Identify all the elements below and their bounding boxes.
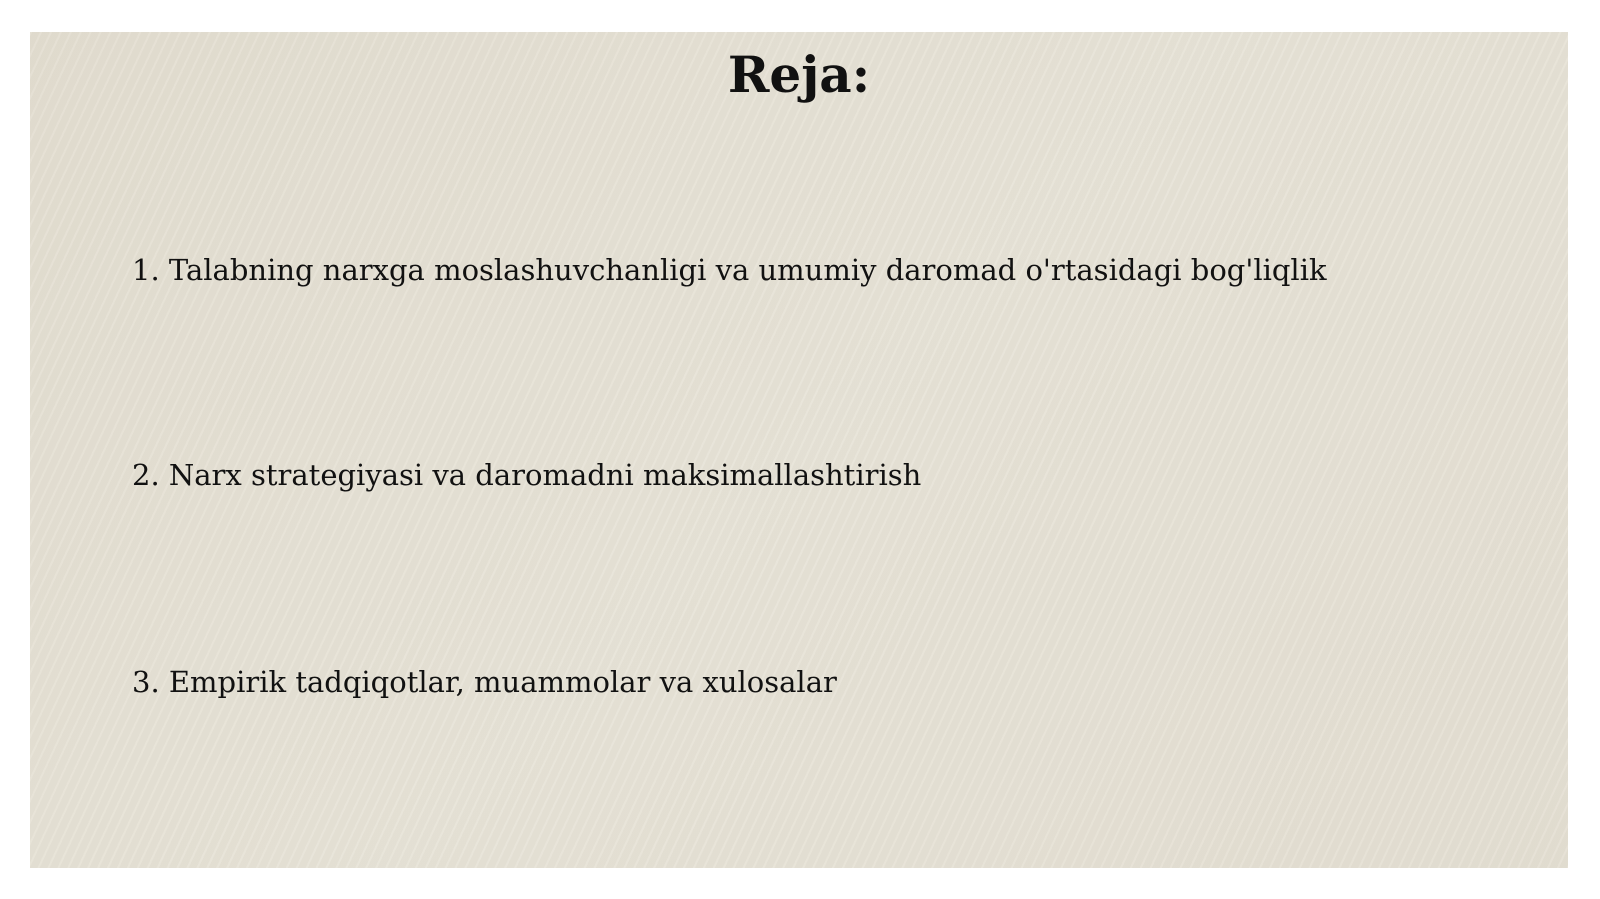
plan-item-3: 3. Empirik tadqiqotlar, muammolar va xulosalar <box>132 665 837 699</box>
plan-item-2: 2. Narx strategiyasi va daromadni maksimallashtirish <box>132 458 922 492</box>
plan-item-1: 1. Talabning narxga moslashuvchanligi va umumiy daromad o'rtasidagi bog'liqlik <box>132 253 1327 287</box>
slide <box>30 32 1568 868</box>
slide-title: Reja: <box>727 45 871 104</box>
